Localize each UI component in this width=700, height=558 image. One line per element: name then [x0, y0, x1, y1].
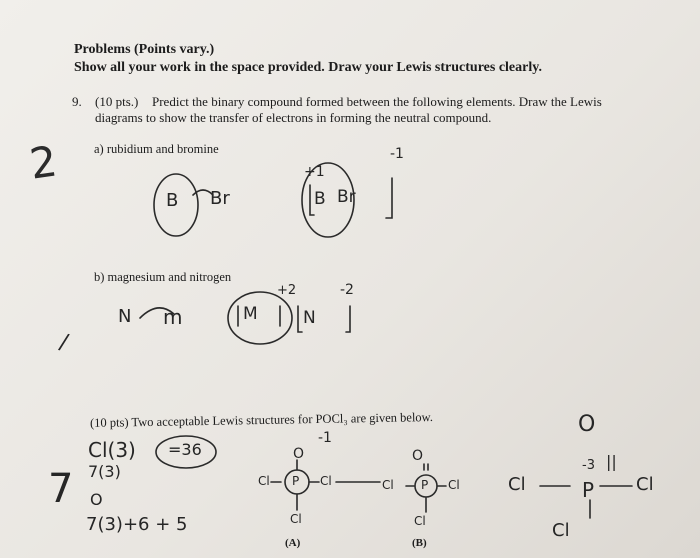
struct-b-oxygen: O — [412, 448, 424, 464]
total-circle — [156, 436, 216, 468]
hw-work-line1: Cl(3) — [88, 438, 136, 462]
struct-b-label: (B) — [412, 537, 427, 549]
hw-work-line2: 7(3) — [88, 462, 121, 481]
hw-right-oxygen: O — [578, 412, 596, 437]
score-mark-9b: / — [56, 329, 71, 356]
hw-charge-minus-b: -2 — [340, 282, 354, 298]
struct-a-oxygen: O — [293, 446, 305, 462]
question-9-points: (10 pts.) — [95, 94, 139, 109]
hw-br-symbol: Br — [210, 188, 230, 209]
hw-right-double-bond: || — [606, 452, 617, 471]
struct-a-cl-left: Cl — [258, 474, 270, 488]
hw-charge-plus-b: +2 — [277, 283, 297, 298]
struct-b-p: P — [421, 478, 429, 492]
struct-a-cl-bottom: Cl — [290, 512, 302, 526]
hw-work-line4: 7(3)+6 + 5 — [86, 514, 188, 535]
mg-ion-bracket — [238, 306, 280, 326]
hw-charge-minus-a: -1 — [390, 146, 404, 162]
hw-right-cl-left: Cl — [508, 474, 526, 495]
question-9-number: 9. — [72, 94, 82, 109]
transfer-arrow-b — [140, 308, 174, 318]
struct-a-p: P — [292, 474, 300, 488]
br-ion-bracket-right — [386, 178, 392, 218]
br-ion-bracket-left — [310, 185, 314, 215]
hw-right-p: P — [582, 478, 595, 502]
struct-b-bonds — [406, 464, 446, 512]
question-9-prompt-line1: Predict the binary compound formed between the following elements. Draw the Lewis — [152, 94, 602, 109]
hw-right-charge: -3 — [582, 458, 595, 473]
question-9-prompt-line2: diagrams to show the transfer of electrons in forming the neutral compound. — [95, 110, 492, 125]
hw-n-symbol: N — [118, 306, 132, 327]
hw-charge-plus-a: +1 — [304, 164, 325, 180]
struct-b-cl-right: Cl — [448, 478, 460, 492]
hw-br-ion: Br — [337, 187, 356, 207]
hw-mg-symbol: m — [163, 305, 183, 329]
part-a-label: a) rubidium and bromine — [94, 142, 219, 156]
hw-work-line3: O — [90, 490, 103, 509]
hw-n-ion: N — [303, 308, 316, 328]
hw-rb-symbol: B — [166, 190, 179, 211]
page-title: Problems (Points vary.) — [74, 42, 215, 57]
struct-b-cl-bottom: Cl — [414, 514, 426, 528]
hw-mg-ion: M — [243, 304, 258, 324]
score-mark-9a: 2 — [26, 136, 61, 189]
struct-a-label: (A) — [285, 537, 301, 549]
hw-circled-total: =36 — [168, 440, 202, 459]
struct-a-p-circle — [285, 470, 309, 494]
question-10-prompt: (10 pts) Two acceptable Lewis structures for POCl₃ are given below. — [89, 410, 434, 430]
hw-right-cl-right: Cl — [636, 474, 654, 495]
instructions-text: Show all your work in the space provided. Draw your Lewis structures clearly. — [74, 60, 542, 75]
score-mark-10: 7 — [48, 466, 74, 512]
struct-a-bonds — [271, 460, 319, 510]
struct-b-p-circle — [415, 475, 437, 497]
hw-rb-ion: B — [314, 189, 326, 209]
struct-a-charge: -1 — [318, 430, 332, 446]
part-b-label: b) magnesium and nitrogen — [94, 270, 232, 284]
n-ion-bracket — [298, 306, 350, 332]
struct-b-cl-left: Cl — [382, 478, 394, 492]
hw-right-cl-bottom: Cl — [552, 520, 570, 541]
rb-circle — [154, 174, 198, 236]
struct-a-cl-right: Cl — [320, 474, 332, 488]
